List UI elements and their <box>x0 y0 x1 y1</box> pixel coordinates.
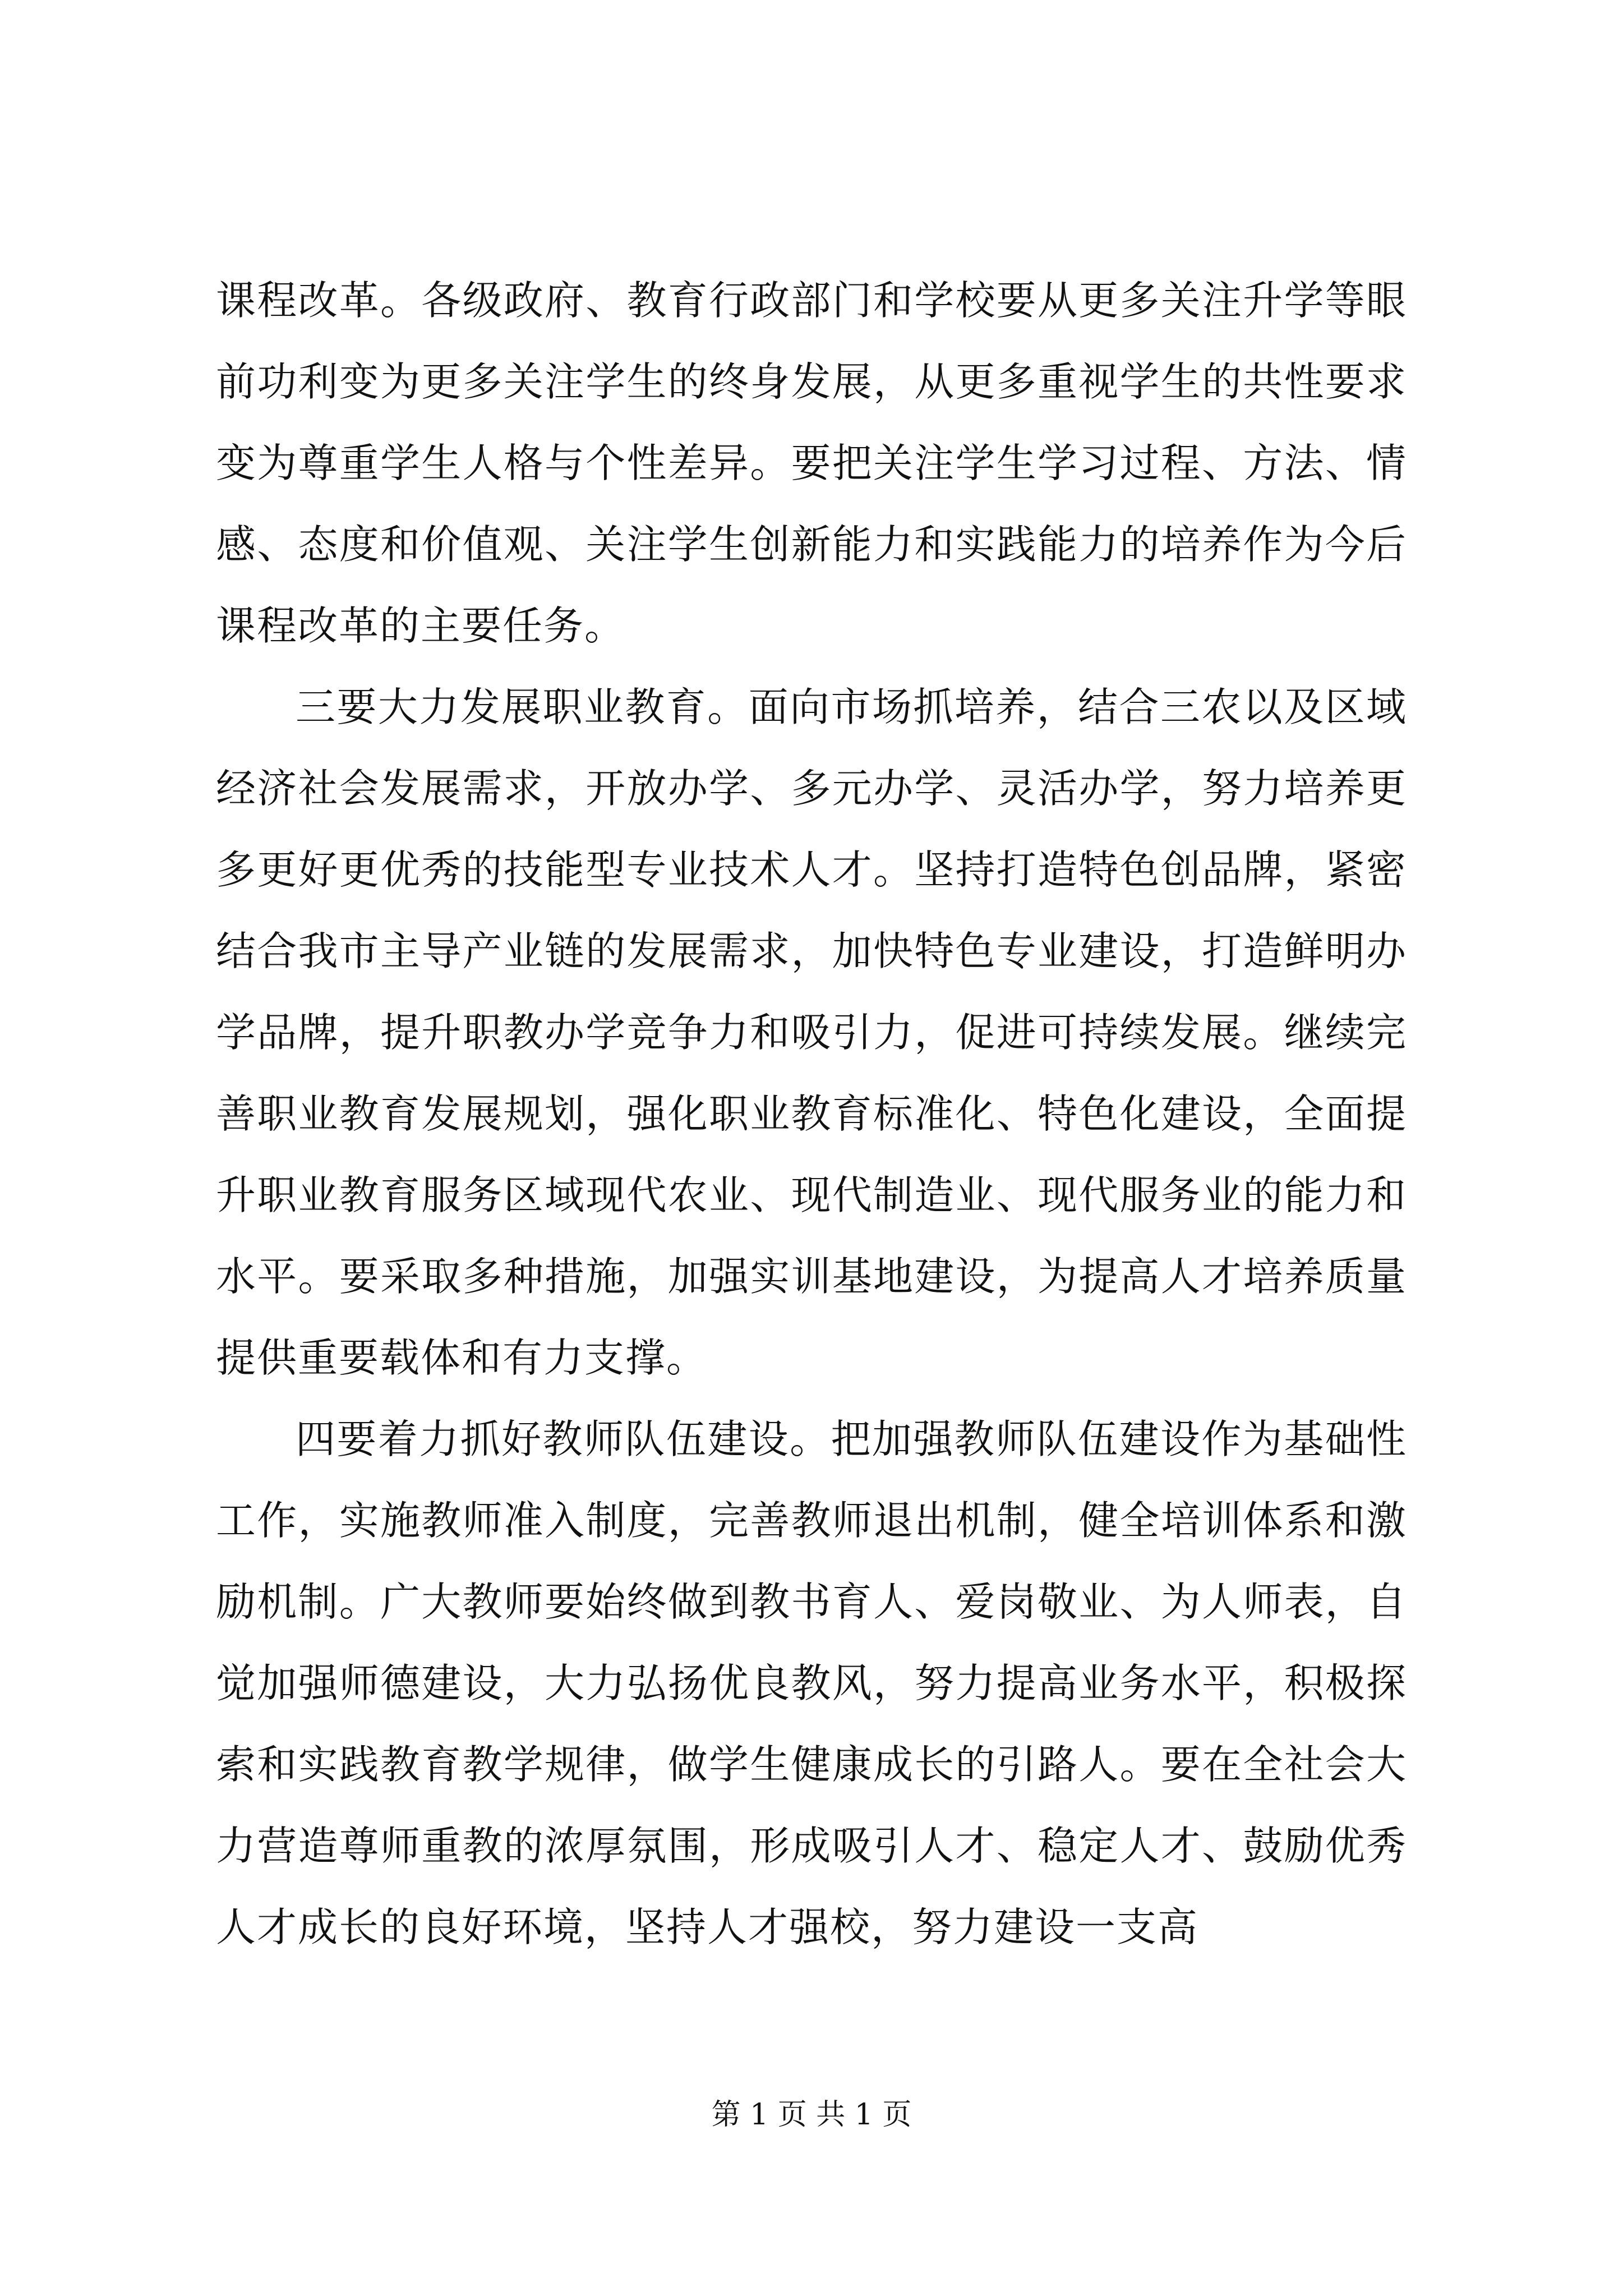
paragraph-teacher-team: 四要着力抓好教师队伍建设。把加强教师队伍建设作为基础性工作，实施教师准入制度，完善教师退出机制，健全培训体系和激励机制。广大教师要始终做到教书育人、爱岗敬业、为人师表，自觉加强师德建设，大力弘扬优良教风，努力提高业务水平，积极探索和实践教育教学规律，做学生健康成长的引路人。要在全社会大力营造尊师重教的浓厚氛围，形成吸引人才、稳定人才、鼓励优秀人才成长的良好环境，坚持人才强校，努力建设一支高 <box>216 1416 1407 1950</box>
paragraph-curriculum-reform: 课程改革。各级政府、教育行政部门和学校要从更多关注升学等眼前功利变为更多关注学生的终身发展，从更多重视学生的共性要求变为尊重学生人格与个性差异。要把关注学生学习过程、方法、情感、态度和价值观、关注学生创新能力和实践能力的培养作为今后课程改革的主要任务。 <box>216 277 1407 649</box>
paragraph-vocational-education: 三要大力发展职业教育。面向市场抓培养，结合三农以及区域经济社会发展需求，开放办学、多元办学、灵活办学，努力培养更多更好更优秀的技能型专业技术人才。坚持打造特色创品牌，紧密结合我市主导产业链的发展需求，加快特色专业建设，打造鲜明办学品牌，提升职教办学竞争力和吸引力，促进可持续发展。继续完善职业教育发展规划，强化职业教育标准化、特色化建设，全面提升职业教育服务区域现代农业、现代制造业、现代服务业的能力和水平。要采取多种措施，加强实训基地建设，为提高人才培养质量提供重要载体和有力支撑。 <box>216 684 1407 1381</box>
page-footer: 第 1 页 共 1 页 <box>711 2098 912 2132</box>
document-body <box>216 260 1407 1968</box>
